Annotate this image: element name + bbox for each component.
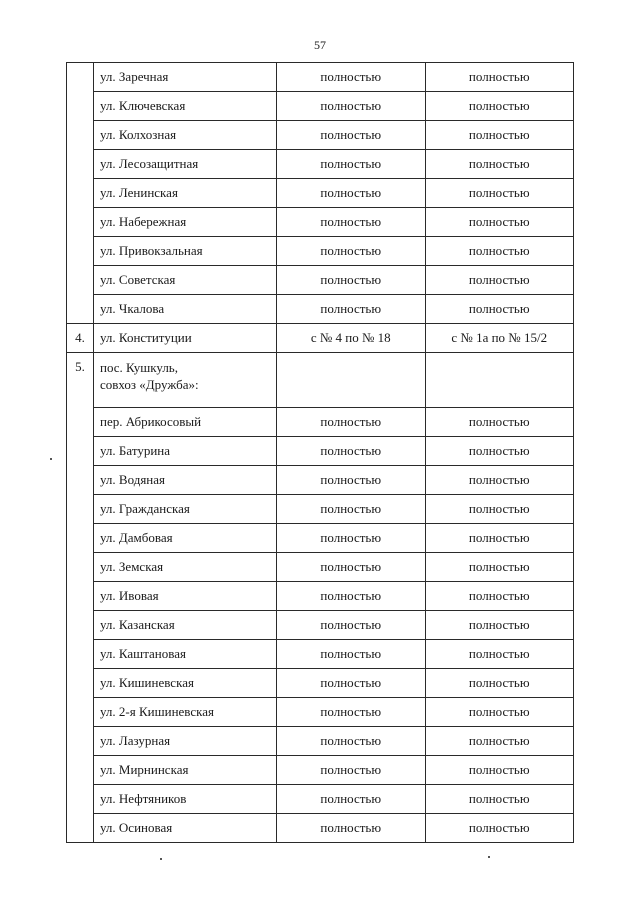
range-odd-cell: полностью — [425, 121, 574, 150]
range-even-cell: полностью — [277, 92, 426, 121]
range-even-cell: полностью — [277, 495, 426, 524]
range-odd-cell: полностью — [425, 237, 574, 266]
range-odd-cell: полностью — [425, 640, 574, 669]
range-even-cell: полностью — [277, 437, 426, 466]
street-name: ул. Нефтяников — [94, 785, 277, 814]
range-odd-cell: полностью — [425, 208, 574, 237]
street-name: ул. Батурина — [94, 437, 277, 466]
street-name: ул. Осиновая — [94, 814, 277, 843]
street-row — [67, 237, 574, 266]
streets-table-body — [67, 63, 574, 843]
range-even-cell: полностью — [277, 698, 426, 727]
street-name: пер. Абрикосовый — [94, 408, 277, 437]
range-odd-cell: полностью — [425, 785, 574, 814]
page-number: 57 — [314, 38, 326, 52]
range-even-cell: полностью — [277, 785, 426, 814]
street-name: ул. Лазурная — [94, 727, 277, 756]
street-row — [67, 553, 574, 582]
street-row — [67, 208, 574, 237]
street-row — [67, 437, 574, 466]
scan-speck — [488, 856, 490, 858]
street-name: ул. Дамбовая — [94, 524, 277, 553]
street-name: ул. Ленинская — [94, 179, 277, 208]
street-row — [67, 121, 574, 150]
empty-cell — [425, 353, 574, 408]
range-odd-cell: полностью — [425, 179, 574, 208]
streets-table — [66, 62, 574, 843]
street-row — [67, 814, 574, 843]
range-odd-cell: полностью — [425, 727, 574, 756]
street-name: ул. Земская — [94, 553, 277, 582]
range-even-cell: полностью — [277, 756, 426, 785]
range-even-cell: полностью — [277, 266, 426, 295]
range-odd-cell: полностью — [425, 408, 574, 437]
range-even-cell: полностью — [277, 208, 426, 237]
range-odd-cell: полностью — [425, 814, 574, 843]
street-name: ул. Привокзальная — [94, 237, 277, 266]
street-row — [67, 524, 574, 553]
range-odd-cell: полностью — [425, 92, 574, 121]
settlement-name-line: совхоз «Дружба»: — [100, 377, 199, 392]
row-number — [67, 63, 94, 324]
street-row — [67, 408, 574, 437]
range-even-cell: полностью — [277, 524, 426, 553]
street-name: ул. Заречная — [94, 63, 277, 92]
range-odd-cell: с № 1а по № 15/2 — [425, 324, 574, 353]
range-odd-cell: полностью — [425, 437, 574, 466]
street-name: ул. Ключевская — [94, 92, 277, 121]
street-row — [67, 92, 574, 121]
street-name: ул. Каштановая — [94, 640, 277, 669]
range-even-cell: полностью — [277, 466, 426, 495]
range-odd-cell: полностью — [425, 524, 574, 553]
street-name: ул. Ивовая — [94, 582, 277, 611]
street-name: ул. Советская — [94, 266, 277, 295]
street-name: ул. Гражданская — [94, 495, 277, 524]
street-name: ул. Чкалова — [94, 295, 277, 324]
settlement-name — [94, 353, 277, 408]
range-even-cell: полностью — [277, 63, 426, 92]
range-odd-cell: полностью — [425, 295, 574, 324]
street-row — [67, 266, 574, 295]
street-name: ул. Лесозащитная — [94, 150, 277, 179]
range-even-cell: полностью — [277, 611, 426, 640]
street-name: ул. 2-я Кишиневская — [94, 698, 277, 727]
range-even-cell: полностью — [277, 553, 426, 582]
street-row — [67, 179, 574, 208]
row-number: 4. — [67, 324, 94, 353]
range-even-cell: полностью — [277, 295, 426, 324]
range-odd-cell: полностью — [425, 698, 574, 727]
street-name: ул. Набережная — [94, 208, 277, 237]
range-even-cell: полностью — [277, 582, 426, 611]
range-even-cell: полностью — [277, 408, 426, 437]
group-header-row — [67, 353, 574, 408]
settlement-name-line: пос. Кушкуль, — [100, 360, 178, 375]
range-odd-cell: полностью — [425, 553, 574, 582]
range-even-cell: полностью — [277, 179, 426, 208]
range-even-cell: полностью — [277, 150, 426, 179]
street-row — [67, 756, 574, 785]
street-row — [67, 611, 574, 640]
street-row — [67, 324, 574, 353]
range-odd-cell: полностью — [425, 495, 574, 524]
range-even-cell: полностью — [277, 669, 426, 698]
street-row — [67, 295, 574, 324]
street-name: ул. Водяная — [94, 466, 277, 495]
street-row — [67, 466, 574, 495]
street-row — [67, 669, 574, 698]
range-odd-cell: полностью — [425, 582, 574, 611]
street-row — [67, 63, 574, 92]
range-odd-cell: полностью — [425, 466, 574, 495]
range-odd-cell: полностью — [425, 756, 574, 785]
range-odd-cell: полностью — [425, 63, 574, 92]
range-even-cell: с № 4 по № 18 — [277, 324, 426, 353]
street-row — [67, 582, 574, 611]
street-name: ул. Казанская — [94, 611, 277, 640]
street-row — [67, 785, 574, 814]
range-even-cell: полностью — [277, 814, 426, 843]
scan-speck — [160, 858, 162, 860]
range-even-cell: полностью — [277, 237, 426, 266]
range-odd-cell: полностью — [425, 669, 574, 698]
row-number: 5. — [67, 353, 94, 843]
street-row — [67, 495, 574, 524]
street-name: ул. Мирнинская — [94, 756, 277, 785]
street-name: ул. Конституции — [94, 324, 277, 353]
range-odd-cell: полностью — [425, 611, 574, 640]
range-even-cell: полностью — [277, 727, 426, 756]
street-name: ул. Кишиневская — [94, 669, 277, 698]
street-row — [67, 698, 574, 727]
scan-speck — [50, 458, 52, 460]
range-even-cell: полностью — [277, 640, 426, 669]
range-odd-cell: полностью — [425, 150, 574, 179]
empty-cell — [277, 353, 426, 408]
street-row — [67, 640, 574, 669]
street-name: ул. Колхозная — [94, 121, 277, 150]
street-row — [67, 150, 574, 179]
street-row — [67, 727, 574, 756]
range-even-cell: полностью — [277, 121, 426, 150]
range-odd-cell: полностью — [425, 266, 574, 295]
